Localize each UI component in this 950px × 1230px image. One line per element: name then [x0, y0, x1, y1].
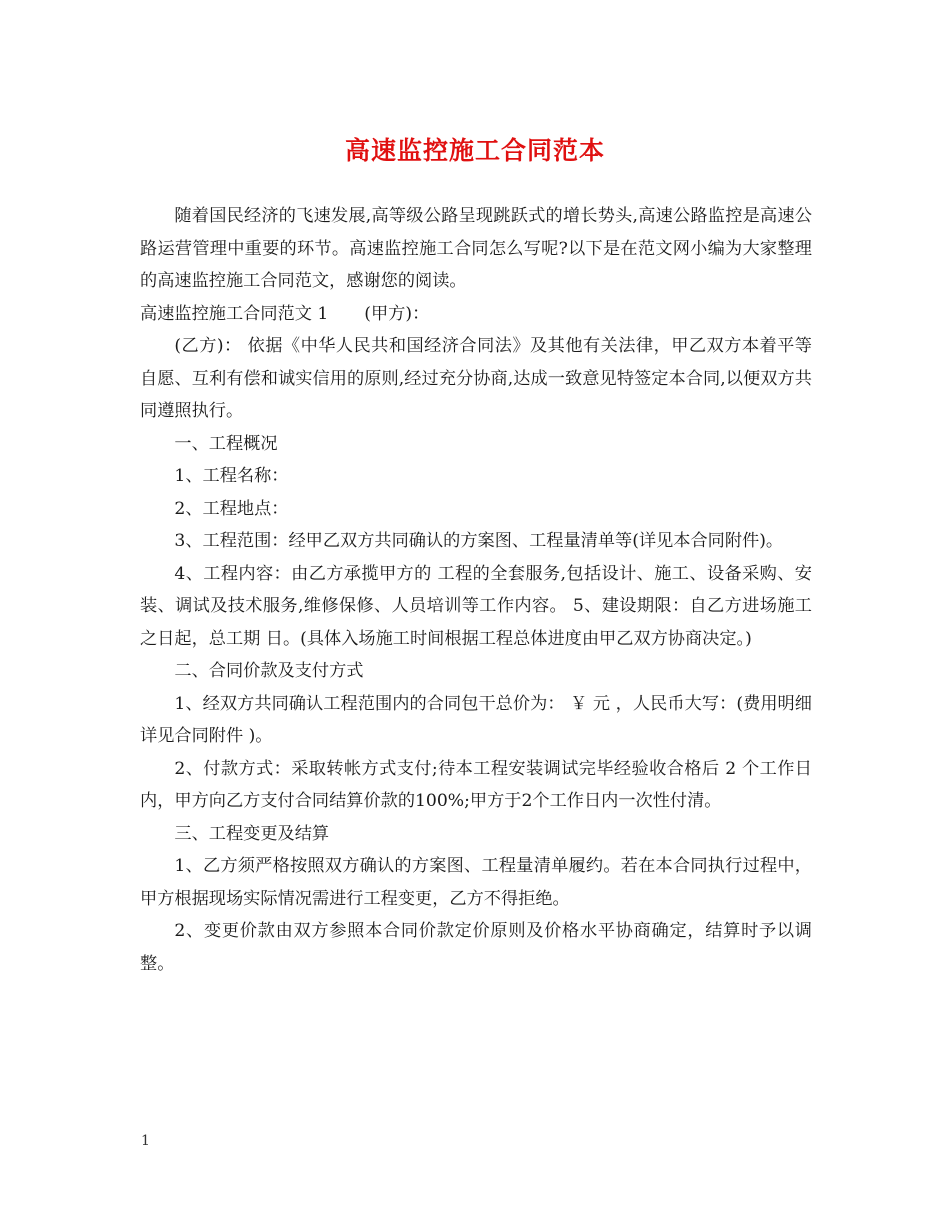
page-number: 1	[141, 1133, 150, 1149]
clause-1-1: 1、工程名称：	[174, 466, 289, 486]
party-a-label: (甲方)：	[364, 303, 430, 324]
sample-heading: 高速监控施工合同范文 1	[140, 303, 329, 324]
section-heading-1: 一、工程概况	[174, 433, 278, 454]
document-body	[140, 200, 812, 980]
intro-paragraph: 随着国民经济的飞速发展,高等级公路呈现跳跃式的增长势头,高速公路监控是高速公路运营管理中重要的环节。高速监控施工合同怎么写呢?以下是在范文网小编为大家整理的高速监控施工合同范文，感谢您的阅读。	[140, 206, 812, 291]
section-heading-3: 三、工程变更及结算	[174, 823, 330, 844]
sample-heading-line	[140, 298, 812, 331]
clause-2-1: 1、经双方共同确认工程范围内的合同包干总价为： ￥ 元 ，人民币大写：(费用明细详见合同附件 )。	[140, 693, 812, 746]
clause-3-2: 2、变更价款由双方参照本合同价款定价原则及价格水平协商确定，结算时予以调整。	[140, 921, 812, 974]
party-b-paragraph: (乙方)： 依据《中华人民共和国经济合同法》及其他有关法律，甲乙双方本着平等自愿、互利有偿和诚实信用的原则,经过充分协商,达成一致意见特签定本合同,以便双方共同遵照执行。	[140, 336, 812, 421]
clause-1-2: 2、工程地点：	[174, 498, 289, 519]
section-heading-2: 二、合同价款及支付方式	[174, 661, 364, 681]
clause-3-1: 1、乙方须严格按照双方确认的方案图、工程量清单履约。若在本合同执行过程中，甲方根据现场实际情况需进行工程变更，乙方不得拒绝。	[140, 856, 812, 909]
clause-2-2: 2、付款方式：采取转帐方式支付;待本工程安装调试完毕经验收合格后 2 个工作日内，甲方向乙方支付合同结算价款的100%;甲方于2个工作日内一次性付清。	[140, 758, 812, 811]
clause-1-4: 4、工程内容：由乙方承揽甲方的 工程的全套服务,包括设计、施工、设备采购、安装、调试及技术服务,维修保修、人员培训等工作内容。 5、建设期限：自乙方进场施工之日起，总工期 日。(具体入场施工时间根据工程总体进度由甲乙双方协商决定。)	[140, 563, 812, 649]
clause-1-3: 3、工程范围：经甲乙双方共同确认的方案图、工程量清单等(详见本合同附件)。	[174, 531, 784, 551]
document-title: 高速监控施工合同范本	[344, 136, 605, 165]
